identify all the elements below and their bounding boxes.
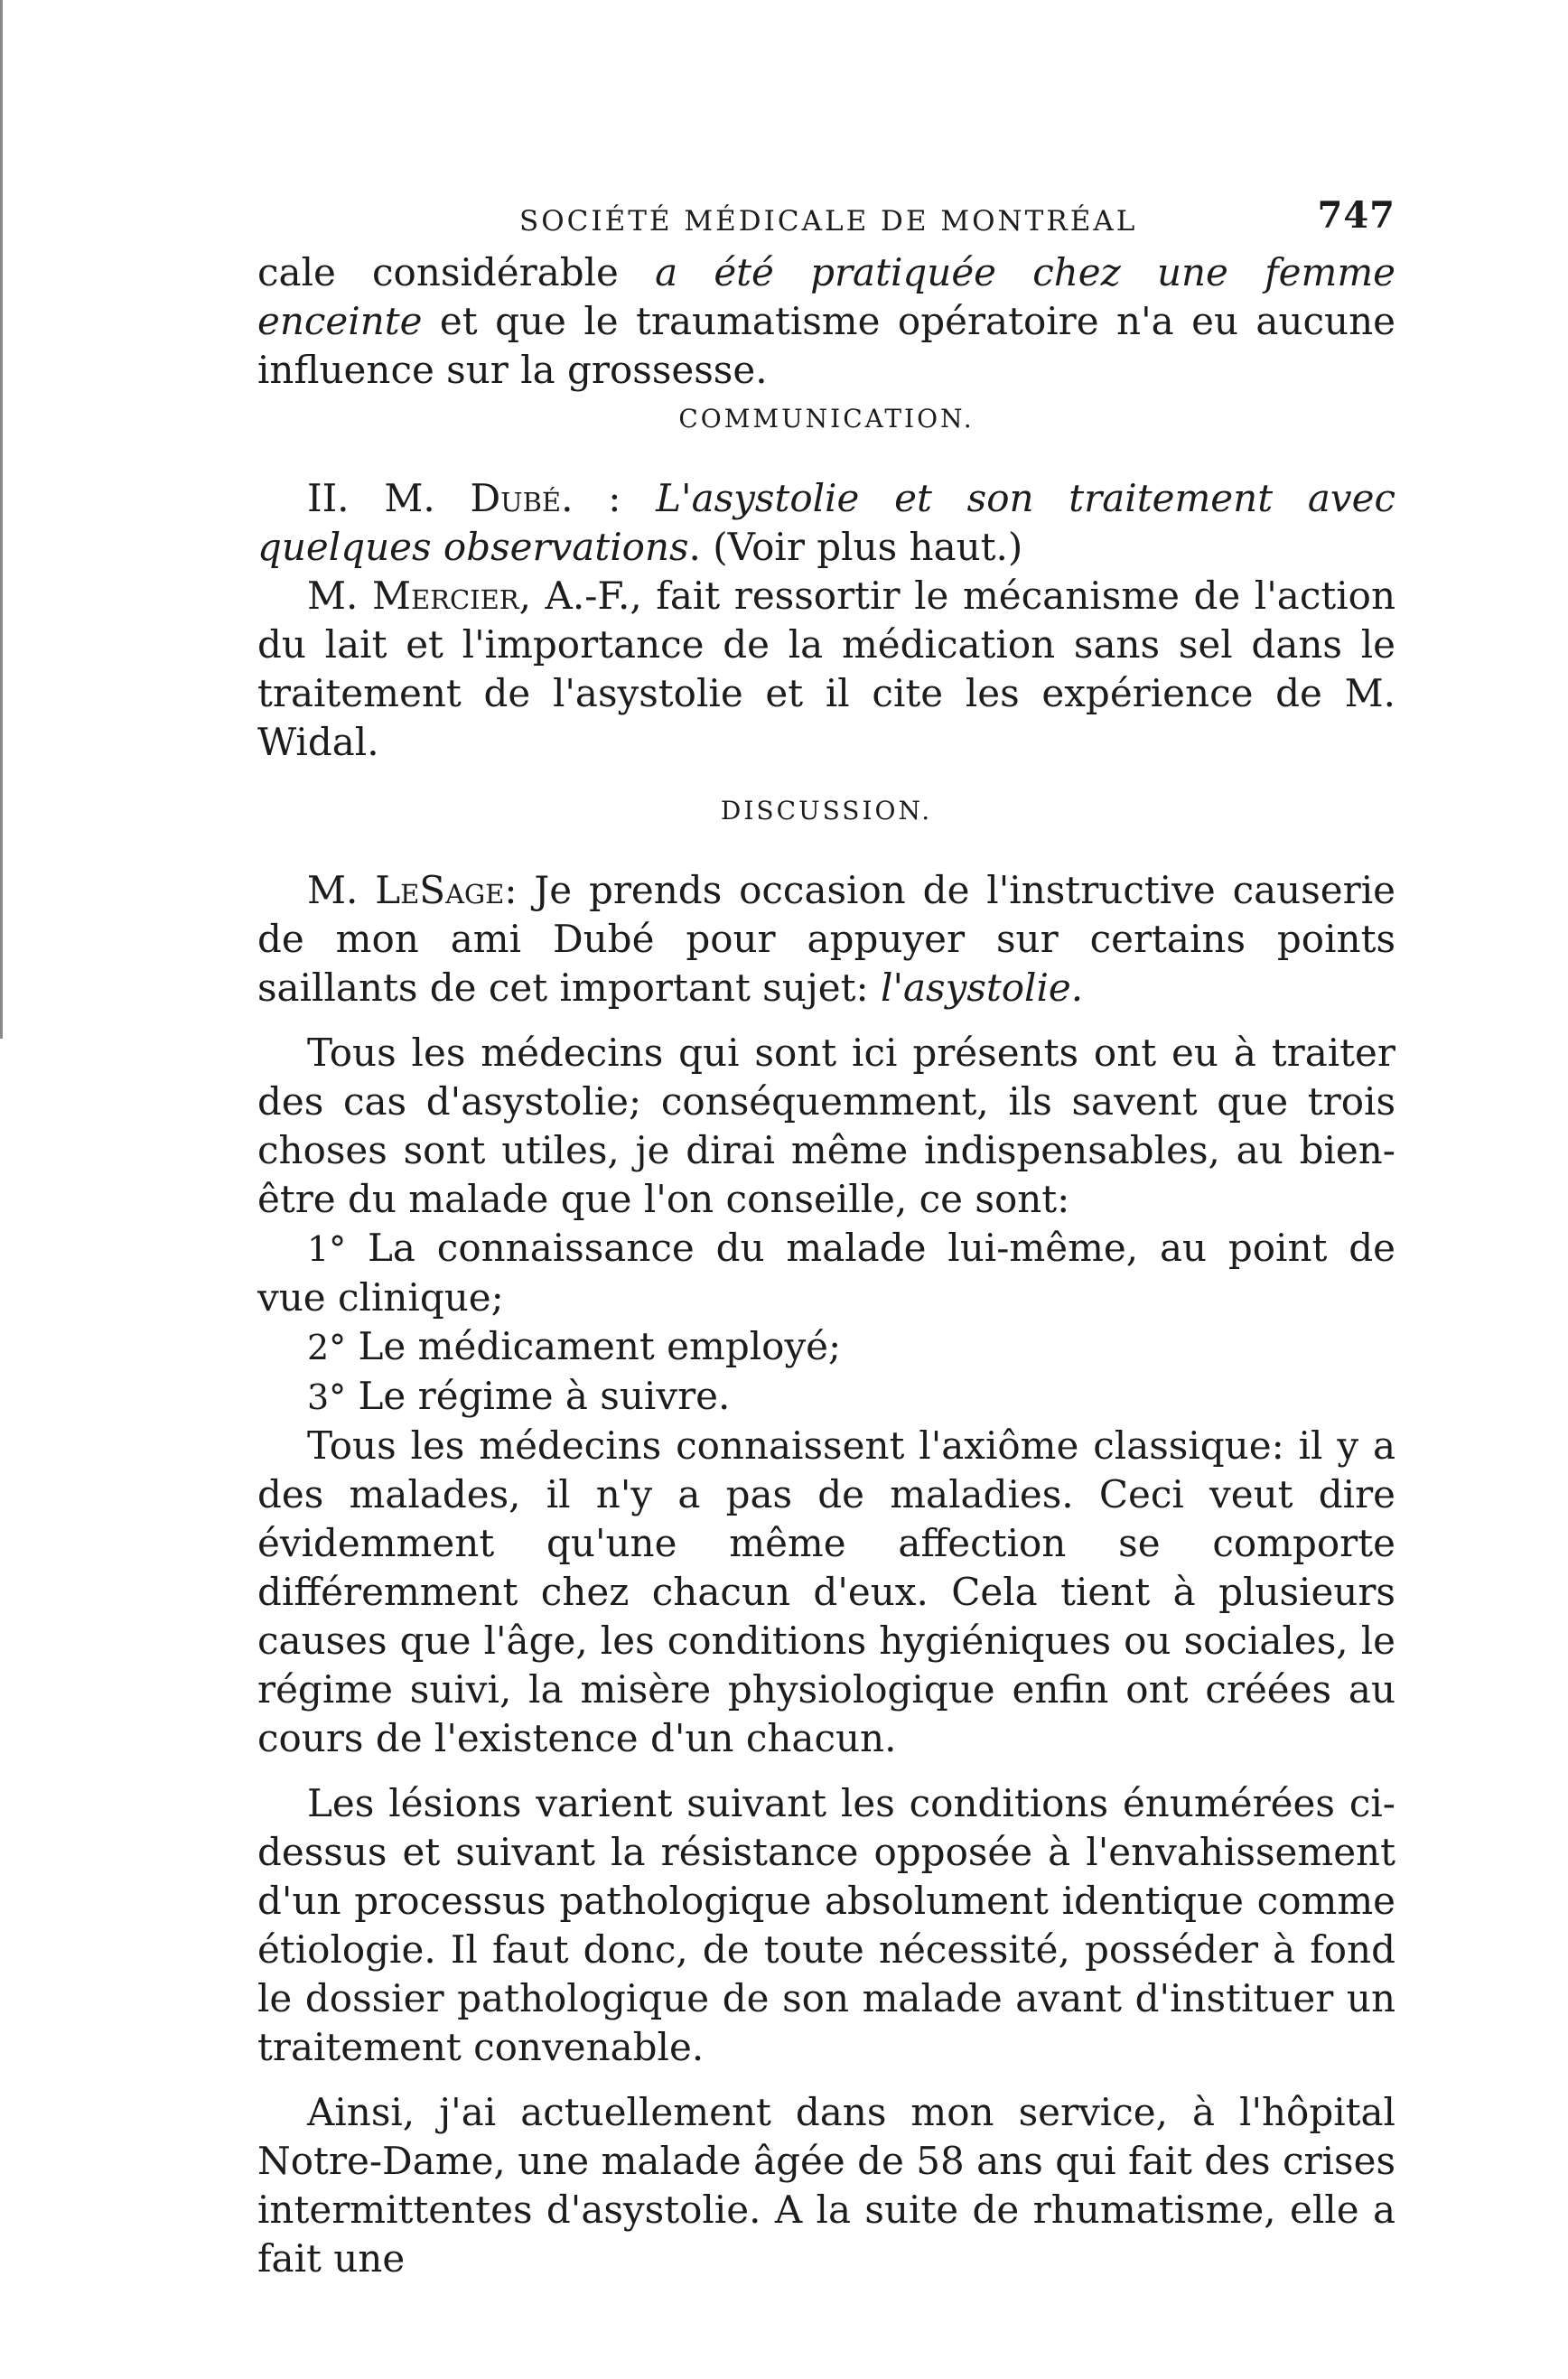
italic-run: l'asystolie.	[881, 966, 1084, 1010]
list-number: 1°	[307, 1229, 347, 1269]
section-heading-communication: COMMUNICATION.	[678, 404, 975, 434]
communication-title: L'asystolie et son traitement avec quelques observations	[257, 476, 1396, 569]
text-run: M.	[307, 574, 372, 618]
list-text: La connaissance du malade lui-même, au point de vue clinique;	[257, 1226, 1395, 1320]
paragraph-lesage	[257, 866, 1395, 1012]
section-heading-discussion: DISCUSSION.	[720, 796, 933, 826]
book-page	[257, 194, 1395, 2283]
text-run: et que le traumatisme opératoire n'a eu aucune influence sur la grossesse.	[257, 299, 1395, 392]
running-head	[257, 194, 1395, 248]
list-number: 3°	[307, 1377, 347, 1417]
italic-run: a été pratiquée chez une femme enceinte	[257, 250, 1395, 343]
page-number: 747	[1317, 194, 1395, 237]
text-run: . (Voir plus haut.)	[688, 525, 1023, 569]
list-text: Le régime à suivre.	[346, 1374, 731, 1418]
paragraph: Tous les médecins qui sont ici présents ont eu à traiter des cas d'asystolie; conséquemment, ils savent que trois choses sont utiles, je dirai même indispensables, au bien-être du malade que l'on conseille, ce sont:	[257, 1031, 1395, 1221]
author-name: Mercier	[371, 574, 519, 618]
paragraph: Ainsi, j'ai actuellement dans mon service, à l'hôpital Notre-Dame, une malade âgée de 58 ans qui fait des crises intermittentes d'asystolie. A la suite de rhumatisme, elle a fait une	[257, 2090, 1395, 2281]
list-item	[257, 1224, 1395, 1322]
paragraph: Tous les médecins connaissent l'axiôme classique: il y a des malades, il n'y a pas de maladies. Ceci veut dire évidemment qu'une même affection se comporte différemment chez chacun d'eux. Cela tient à plusieurs causes que l'âge, les conditions hygiéniques ou sociales, le régime suivi, la misère physiologique enfin ont créées au cours de l'existence d'un chacun.	[257, 1423, 1395, 1760]
text-run: II. M.	[307, 476, 471, 520]
list-item	[257, 1372, 1395, 1422]
paragraph-continued	[257, 248, 1395, 395]
paragraph: Les lésions varient suivant les conditions énumérées ci-dessus et suivant la résistance opposée à l'envahissement d'un processus pathologique absolument identique comme étiologie. Il faut donc, de toute nécessité, posséder à fond le dossier pathologique de son malade avant d'instituer un traitement convenable.	[257, 1781, 1395, 2069]
paragraph-dube	[257, 474, 1395, 572]
text-run: . :	[561, 476, 657, 520]
author-name: Dubé	[470, 476, 562, 520]
text-run: : Je prends occasion de l'instructive causerie de mon ami Dubé pour appuyer sur certains points saillants de cet important sujet:	[257, 868, 1395, 1010]
list-text: Le médicament employé;	[346, 1324, 842, 1368]
running-title: SOCIÉTÉ MÉDICALE DE MONTRÉAL	[519, 205, 1138, 238]
list-item	[257, 1322, 1395, 1372]
author-name: LeSage	[375, 868, 505, 912]
paragraph-mercier	[257, 572, 1395, 767]
text-run: M.	[307, 868, 376, 912]
list-number: 2°	[307, 1328, 347, 1367]
page-edge	[0, 0, 10, 1039]
text-run: , A.-F., fait ressortir le mécanisme de l'action du lait et l'importance de la médication sans sel dans le traitement de l'asystolie et il cite les expérience de M. Widal.	[257, 574, 1395, 764]
body-text	[257, 248, 1395, 2283]
text-run: cale considérable	[257, 250, 656, 294]
